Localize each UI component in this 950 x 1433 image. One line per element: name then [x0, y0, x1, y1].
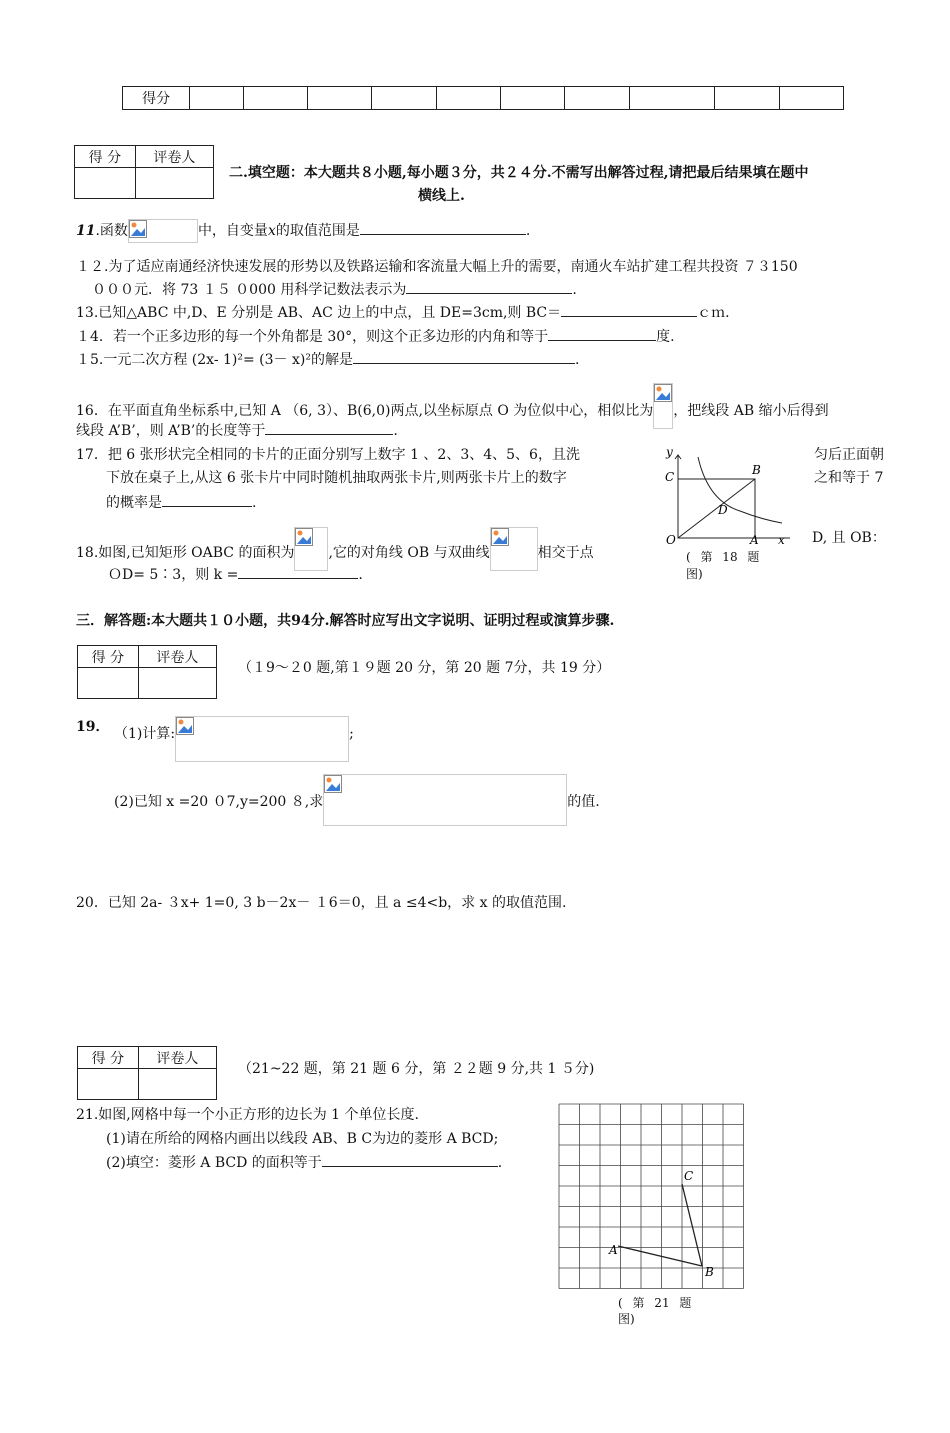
question-17-right2: 之和等于 7 [814, 470, 884, 486]
q11-text: .函数 [95, 223, 128, 239]
diagonal-ob [678, 479, 755, 538]
grader-name-cell [138, 1069, 216, 1100]
formula-image-placeholder [128, 219, 198, 243]
score-cell [501, 87, 565, 110]
question-21-line3 [106, 1152, 502, 1172]
answer-blank[interactable] [353, 351, 575, 364]
q21-end: . [497, 1155, 503, 1171]
answer-blank[interactable] [406, 281, 572, 294]
answer-blank[interactable] [548, 328, 656, 341]
segment-bc [682, 1184, 702, 1266]
label-a: A [609, 1243, 618, 1257]
question-15 [76, 349, 579, 369]
q19-part1-text: （1)计算: [114, 726, 176, 742]
grader-box [77, 645, 217, 699]
figure-18-caption-2: 图) [686, 567, 703, 581]
group-21-22-note: （21~22 题，第 21 题 6 分，第 ２２题 9 分,共 1 ５分) [238, 1061, 595, 1077]
score-cell [629, 87, 714, 110]
grader-score-cell [78, 1069, 139, 1100]
q18-text-4: ＯD= 5∶3，则 k = [108, 567, 239, 583]
q19-number: 19． [76, 719, 110, 735]
figure-21-grid [555, 1100, 749, 1292]
answer-blank[interactable] [322, 1154, 498, 1167]
score-cell [307, 87, 371, 110]
q11-text-2: 中，自变量 [197, 223, 268, 239]
q16-end: . [393, 423, 398, 439]
q15-text: １5.一元二次方程 (2x- 1)²= (3－ x)²的解是 [76, 352, 353, 368]
question-17-line3 [106, 492, 256, 512]
q14-end: 度. [656, 329, 675, 345]
q17-end: . [252, 495, 257, 511]
question-11 [76, 219, 530, 243]
question-18-line2 [108, 564, 363, 584]
broken-image-icon [176, 717, 194, 735]
q18-text: 18.如图,已知矩形 OABC 的面积为 [76, 545, 295, 561]
grader-score-cell [78, 668, 139, 699]
question-20: 20．已知 2a- ３x+ 1=0, 3 b－2x－ １6＝0，且 a ≤4<b，求 x 的取值范围. [76, 895, 567, 911]
q19-part2 [114, 774, 600, 826]
score-cell [779, 87, 843, 110]
answer-blank[interactable] [238, 566, 358, 579]
figure-21-caption-1: ( 第 21 题 [618, 1296, 692, 1310]
grader-box [77, 1046, 217, 1100]
label-a: A [750, 533, 759, 547]
grader-name-cell [138, 668, 216, 699]
q19-part1-end: ; [349, 726, 354, 742]
q11-end: . [525, 223, 531, 239]
label-c: C [665, 470, 675, 484]
grader-score-label: 得 分 [78, 1047, 139, 1069]
segment-ab [618, 1246, 702, 1266]
label-o: O [666, 533, 676, 547]
formula-image-placeholder [323, 774, 567, 826]
q16-text: 16．在平面直角坐标系中,已知 A （6, 3）、B(6,0)两点,以坐标原点 O 为位似中心，相似比为 [76, 403, 654, 419]
grader-box [74, 145, 214, 199]
question-21-line2: (1)请在所给的网格内画出以线段 AB、B C为边的菱形 A BCD; [106, 1131, 499, 1147]
q18-text-2: ,它的对角线 OB 与双曲线 [328, 545, 490, 561]
question-17-line1: 17．把 6 张形状完全相同的卡片的正面分别写上数字 1 、2、3、4、5、6，且洗 [76, 447, 580, 463]
group-19-20-note: （１9～２0 题,第１９题 20 分，第 20 题 7分，共 19 分） [238, 660, 611, 676]
score-cell [372, 87, 436, 110]
answer-blank[interactable] [162, 494, 252, 507]
broken-image-icon [654, 384, 672, 402]
q19-part2-text: (2)已知 x =20 ０7,y=200 ８,求 [114, 794, 324, 810]
section2-title-line2: 横线上. [418, 188, 465, 204]
answer-blank[interactable] [561, 304, 697, 317]
label-b: B [752, 463, 761, 477]
q16-text-2: ，把线段 AB 缩小后得到 [673, 403, 829, 419]
question-18-right: D, 且 OB： [812, 530, 886, 546]
grader-name-label: 评卷人 [138, 1047, 216, 1069]
q19-part1 [114, 716, 354, 762]
question-12-line1: １２.为了适应南通经济快速发展的形势以及铁路运输和客流量大幅上升的需要，南通火车站扩建工程共投资 ７３150 [76, 259, 798, 275]
label-c: C [684, 1169, 694, 1183]
question-21-line1: 21.如图,网格中每一个小正方形的边长为 1 个单位长度. [76, 1107, 419, 1123]
score-cell [715, 87, 779, 110]
q16-text-3: 线段 A’B’，则 A’B’的长度等于 [76, 423, 266, 439]
broken-image-icon [324, 775, 342, 793]
broken-image-icon [491, 528, 509, 546]
answer-blank[interactable] [265, 422, 393, 435]
formula-image-placeholder [490, 527, 538, 571]
grader-score-label: 得 分 [75, 146, 136, 168]
q19-part2-end: 的值. [567, 794, 600, 810]
q18-text-3: 相交于点 [537, 545, 594, 561]
label-y: y [666, 445, 673, 459]
question-14 [76, 326, 675, 346]
grader-score-label: 得 分 [78, 646, 139, 668]
score-cell [190, 87, 243, 110]
score-table-top [122, 86, 844, 110]
score-cell [565, 87, 629, 110]
grader-score-cell [75, 168, 136, 199]
grader-name-label: 评卷人 [135, 146, 213, 168]
q11-number: 11 [76, 223, 96, 239]
question-13 [76, 302, 730, 322]
grader-name-label: 评卷人 [138, 646, 216, 668]
figure-18-caption-1: ( 第 18 题 [686, 550, 760, 564]
formula-image-placeholder [653, 383, 673, 429]
broken-image-icon [129, 220, 147, 238]
broken-image-icon [295, 528, 313, 546]
label-x: x [778, 533, 785, 547]
label-d: D [718, 503, 728, 517]
question-12-line2 [92, 279, 577, 299]
label-b: B [705, 1265, 714, 1279]
question-17-line2: 下放在桌子上,从这 6 张卡片中同时随机抽取两张卡片,则两张卡片上的数字 [106, 470, 567, 486]
score-cell [436, 87, 500, 110]
q15-end: . [574, 352, 580, 368]
question-16-line2 [76, 420, 398, 440]
score-label: 得分 [123, 87, 190, 110]
q12-text: ０００元．将 73 １５ ０000 用科学记数法表示为 [92, 282, 407, 298]
grid-lines [559, 1104, 744, 1289]
formula-image-placeholder [175, 716, 349, 762]
q21-text: (2)填空：菱形 A BCD 的面积等于 [106, 1155, 322, 1171]
q13-end: ｃｍ. [697, 305, 730, 321]
q17-text: 的概率是 [106, 495, 162, 511]
q14-text: １4．若一个正多边形的每一个外角都是 30°，则这个正多边形的内角和等于 [76, 329, 549, 345]
answer-blank[interactable] [360, 222, 526, 235]
q13-text: 13.已知△ABC 中,D、E 分别是 AB、AC 边上的中点，且 DE=3cm,则 BC＝ [76, 305, 562, 321]
q18-end: . [358, 567, 363, 583]
q12-end: . [572, 282, 577, 298]
section2-title-line1: 二.填空题：本大题共８小题,每小题３分，共２４分.不需写出解答过程,请把最后结果填在题中 [229, 165, 809, 181]
section3-title: 三．解答题:本大题共１０小题，共94分.解答时应写出文字说明、证明过程或演算步骤. [76, 613, 615, 629]
score-cell [243, 87, 307, 110]
q11-var: x [267, 223, 276, 239]
figure-21-caption-2: 图) [618, 1312, 635, 1326]
q11-text-3: 的取值范围是 [275, 223, 360, 239]
grader-name-cell [135, 168, 213, 199]
question-17-right1: 匀后正面朝 [814, 447, 884, 463]
